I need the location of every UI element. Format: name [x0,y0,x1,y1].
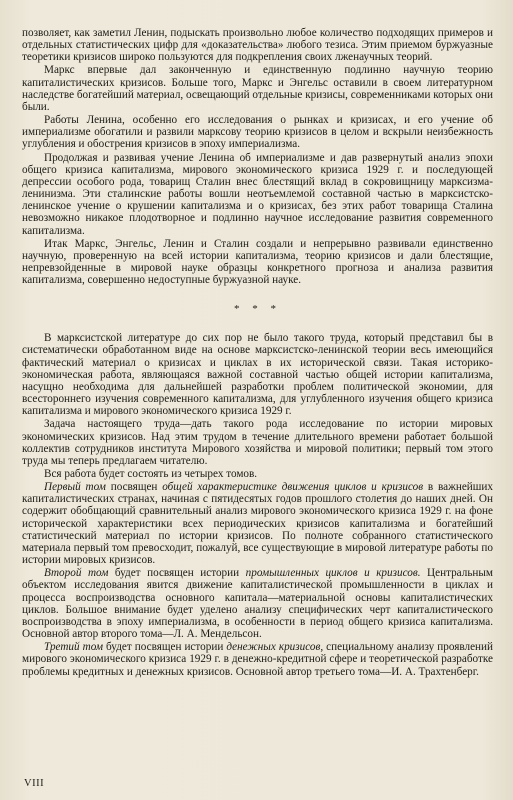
paragraph-8: Вся работа будет состоять из четырех томов. [44,468,258,480]
volume-2-lead: Второй том [44,567,109,580]
volume-1-text: в важнейших капиталистических странах, начиная с пятидесятых годов прошлого столетия до наших дней. Он содержит обобщающий сравнительный анализ мирового экономического кризиса 1929 г. на фоне исторической характеристики всех периодических кризисов капитализма и богатейший статистический материал по истории кризисов. По полноте собранного статистического материала первый том превосходит, пожалуй, все существующие в мировой литературе работы по истории мировых кризисов. [22,481,493,567]
volume-2-paragraph [22,567,493,640]
paragraph-7: Задача настоящего труда—дать такого рода исследование по истории мировых экономических кризисов. Над этим трудом в течение длительного времени работает большой коллектив сотрудников института Мирового хозяйства и мировой политики; первый том этого труда мы теперь предлагаем читателю. [22,418,493,467]
paragraph-1: позволяет, как заметил Ленин, подыскать произвольно любое количество подходящих примеров и отдельных статистических цифр для «доказательства» любого тезиса. Этим приемом буржуазные теоретики кризисов широко пользуются для подкрепления своих лженаучных теорий. [22,27,493,64]
volume-3-lead: Третий том [44,641,104,654]
paragraph-4: Продолжая и развивая учение Ленина об империализме и дав развернутый анализ эпохи общего кризиса капитализма, мирового экономического кризиса 1929 г. и последующей депрессии особого рода, товарищ Сталин внес блестящий вклад в сокровищницу марксизма-ленинизма. Эти сталинские работы вошли неотъемлемой составной частью в марксистско-ленинское учение о крушении капитализма и о кризисах, без этих работ товарища Сталина невозможно никакое плодотворное и подлинно научное исследование развития современного капитализма. [22,151,493,237]
section-separator: * * * [234,303,281,316]
volume-1-lead: Первый том [44,481,106,494]
page-number: VIII [24,778,45,789]
volume-3-text: специальному анализу проявлений мирового экономического кризиса 1929 г. в денежно-кредитной сфере и теоретической разработке проблемы кредитных и денежных кризисов. Основной автор третьего тома—И. А. Трахтенберг. [22,641,493,678]
volume-2-mid: будет посвящен истории [108,567,246,580]
volume-3-mid: будет посвящен истории [103,641,227,654]
paragraph-6: В марксистской литературе до сих пор не было такого труда, который представил бы в систематически обработанном виде на основе марксистско-ленинской теории весь имеющийся фактический материал о кризисах и циклах в их исторической связи. Такая историко-экономическая работа, являющаяся важной составной частью общей истории капитализма, насущно необходима для дальнейшей разработки проблем политической экономии, для всестороннего изучения современного капитализма, для углубленного изучения общего кризиса капитализма и мирового экономического кризиса 1929 г. [22,332,493,418]
paragraph-3: Работы Ленина, особенно его исследования о рынках и кризисах, и его учение об империализме обогатили и развили марксову теорию кризисов в целом и вскрыли неизбежность углубления и обострения кризисов в эпоху империализма. [22,114,493,151]
paragraph-2: Маркс впервые дал законченную и единственную подлинно научную теорию капиталистических кризисов. Больше того, Маркс и Энгельс оставили в своем литературном наследстве богатейший материал, освещающий отдельные кризисы, современниками которых они были. [22,64,493,113]
volume-2-topic: промышленных циклов и кризисов. [245,567,421,580]
volume-1-paragraph [22,481,493,566]
volume-3-paragraph [22,641,493,677]
volume-2-text: Центральным объектом исследования явится движение капиталистической промышленности в циклах и процесса воспроизводства основного капитала—материальной основы капиталистических циклов. Большое внимание будет уделено анализу специфических черт капиталистического воспроизводства в эпоху империализма, в особенности в период общего кризиса капитализма. Основной автор второго тома—Л. А. Мендельсон. [22,567,494,641]
volume-1-mid: посвящен [105,481,163,494]
volume-1-topic: общей характеристике движения циклов и кризисов [162,481,424,494]
paragraph-5: Итак Маркс, Энгельс, Ленин и Сталин создали и непрерывно развивали единственно научную, проверенную на всей истории капитализма, теорию кризисов и дали блестящие, непревзойденные в мировой науке образцы конкретного прогноза и анализа развития капитализма, совершенно недоступные буржуазной науке. [22,237,493,287]
volume-3-topic: денежных кризисов, [226,641,324,654]
